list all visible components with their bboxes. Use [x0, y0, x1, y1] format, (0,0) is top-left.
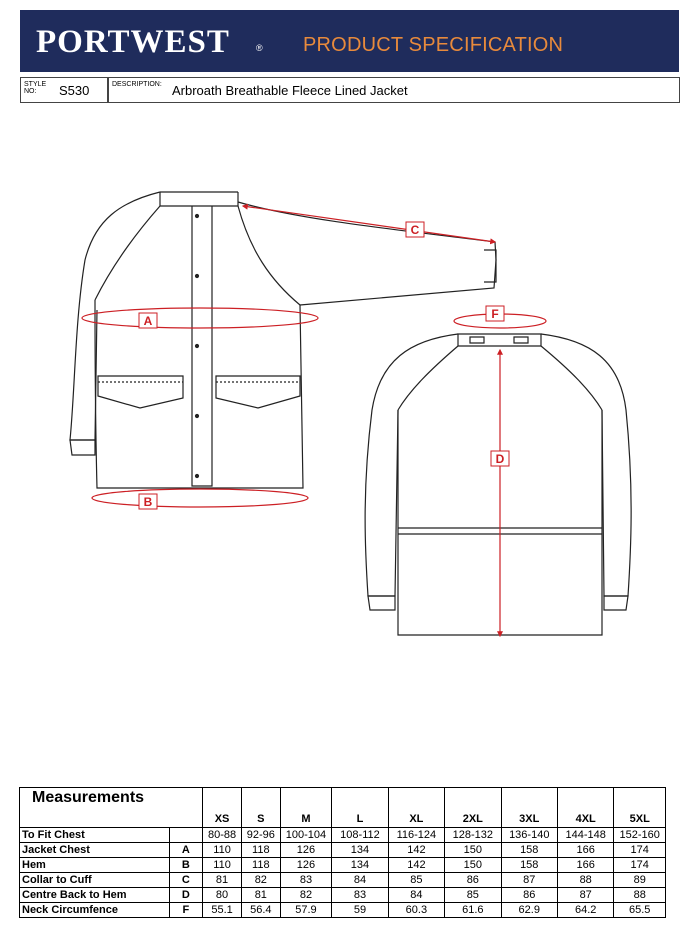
table-cell: 100-104 — [280, 828, 332, 843]
style-label-line1: STYLE — [24, 81, 47, 88]
table-cell: 60.3 — [388, 903, 444, 918]
description-text: Arbroath Breathable Fleece Lined Jacket — [172, 83, 408, 98]
table-cell: 158 — [501, 858, 557, 873]
row-label: Collar to Cuff — [20, 873, 170, 888]
table-cell: 152-160 — [614, 828, 666, 843]
style-label-line2: NO: — [24, 88, 37, 95]
page-title: PRODUCT SPECIFICATION — [303, 34, 564, 56]
row-label: To Fit Chest — [20, 828, 170, 843]
size-header: M — [280, 788, 332, 828]
table-cell: 144-148 — [557, 828, 613, 843]
table-cell: 83 — [280, 873, 332, 888]
table-cell: 57.9 — [280, 903, 332, 918]
table-cell: 55.1 — [203, 903, 242, 918]
header-banner — [20, 10, 679, 72]
table-cell: 118 — [241, 858, 280, 873]
table-cell: 82 — [241, 873, 280, 888]
marker-d: D — [495, 452, 505, 466]
table-row — [20, 903, 666, 918]
table-cell: 174 — [614, 843, 666, 858]
style-box — [20, 77, 108, 103]
table-cell: 142 — [388, 858, 444, 873]
table-cell: 166 — [557, 843, 613, 858]
table-cell: 118 — [241, 843, 280, 858]
table-cell: 87 — [557, 888, 613, 903]
table-cell: 128-132 — [445, 828, 501, 843]
table-cell: 62.9 — [501, 903, 557, 918]
table-cell: 166 — [557, 858, 613, 873]
style-label — [24, 81, 46, 95]
registered-mark: ® — [256, 43, 263, 53]
back-view — [365, 334, 631, 635]
style-number: S530 — [59, 83, 90, 98]
table-cell: 86 — [445, 873, 501, 888]
table-cell: 92-96 — [241, 828, 280, 843]
table-cell: 87 — [501, 873, 557, 888]
table-cell: 136-140 — [501, 828, 557, 843]
table-header-row — [20, 788, 666, 828]
table-cell: 88 — [614, 888, 666, 903]
table-row — [20, 873, 666, 888]
size-header: 2XL — [445, 788, 501, 828]
measure-lines — [82, 206, 546, 636]
jacket-technical-drawing — [0, 110, 693, 650]
table-cell: 126 — [280, 843, 332, 858]
table-cell: 89 — [614, 873, 666, 888]
marker-b: B — [143, 495, 153, 509]
table-cell: 80 — [203, 888, 242, 903]
row-code: C — [169, 873, 203, 888]
size-header: S — [241, 788, 280, 828]
table-cell: 126 — [280, 858, 332, 873]
marker-a: A — [143, 314, 153, 328]
table-cell: 85 — [388, 873, 444, 888]
table-cell: 116-124 — [388, 828, 444, 843]
size-header: 5XL — [614, 788, 666, 828]
marker-f: F — [491, 307, 499, 321]
table-cell: 150 — [445, 858, 501, 873]
table-row — [20, 858, 666, 873]
table-row — [20, 828, 666, 843]
measurements-title: Measurements — [20, 788, 170, 828]
table-cell: 81 — [241, 888, 280, 903]
table-cell: 59 — [332, 903, 388, 918]
description-box — [108, 77, 680, 103]
row-code: D — [169, 888, 203, 903]
table-cell: 82 — [280, 888, 332, 903]
table-cell: 134 — [332, 858, 388, 873]
row-label: Hem — [20, 858, 170, 873]
row-code — [169, 828, 203, 843]
table-cell: 88 — [557, 873, 613, 888]
info-bar — [20, 77, 679, 102]
front-view — [70, 192, 499, 488]
table-row — [20, 843, 666, 858]
table-cell: 65.5 — [614, 903, 666, 918]
table-cell: 86 — [501, 888, 557, 903]
table-cell: 84 — [332, 873, 388, 888]
table-cell: 84 — [388, 888, 444, 903]
marker-labels — [139, 222, 509, 509]
size-header: XS — [203, 788, 242, 828]
marker-c: C — [410, 223, 420, 237]
description-label: DESCRIPTION: — [112, 81, 162, 88]
size-header: 3XL — [501, 788, 557, 828]
row-label: Neck Circumfence — [20, 903, 170, 918]
row-code: B — [169, 858, 203, 873]
table-cell: 150 — [445, 843, 501, 858]
table-cell: 81 — [203, 873, 242, 888]
table-cell: 174 — [614, 858, 666, 873]
table-cell: 80-88 — [203, 828, 242, 843]
brand-logo: PORTWEST — [36, 24, 230, 60]
table-cell: 83 — [332, 888, 388, 903]
table-cell: 61.6 — [445, 903, 501, 918]
size-header: 4XL — [557, 788, 613, 828]
size-header: L — [332, 788, 388, 828]
table-cell: 56.4 — [241, 903, 280, 918]
table-cell: 110 — [203, 858, 242, 873]
row-label: Centre Back to Hem — [20, 888, 170, 903]
table-cell: 134 — [332, 843, 388, 858]
header-blank — [169, 788, 203, 828]
table-cell: 110 — [203, 843, 242, 858]
table-row — [20, 888, 666, 903]
row-code: F — [169, 903, 203, 918]
table-cell: 158 — [501, 843, 557, 858]
table-cell: 142 — [388, 843, 444, 858]
row-label: Jacket Chest — [20, 843, 170, 858]
table-cell: 85 — [445, 888, 501, 903]
table-cell: 108-112 — [332, 828, 388, 843]
measurements-table — [19, 787, 666, 918]
table-cell: 64.2 — [557, 903, 613, 918]
size-header: XL — [388, 788, 444, 828]
row-code: A — [169, 843, 203, 858]
